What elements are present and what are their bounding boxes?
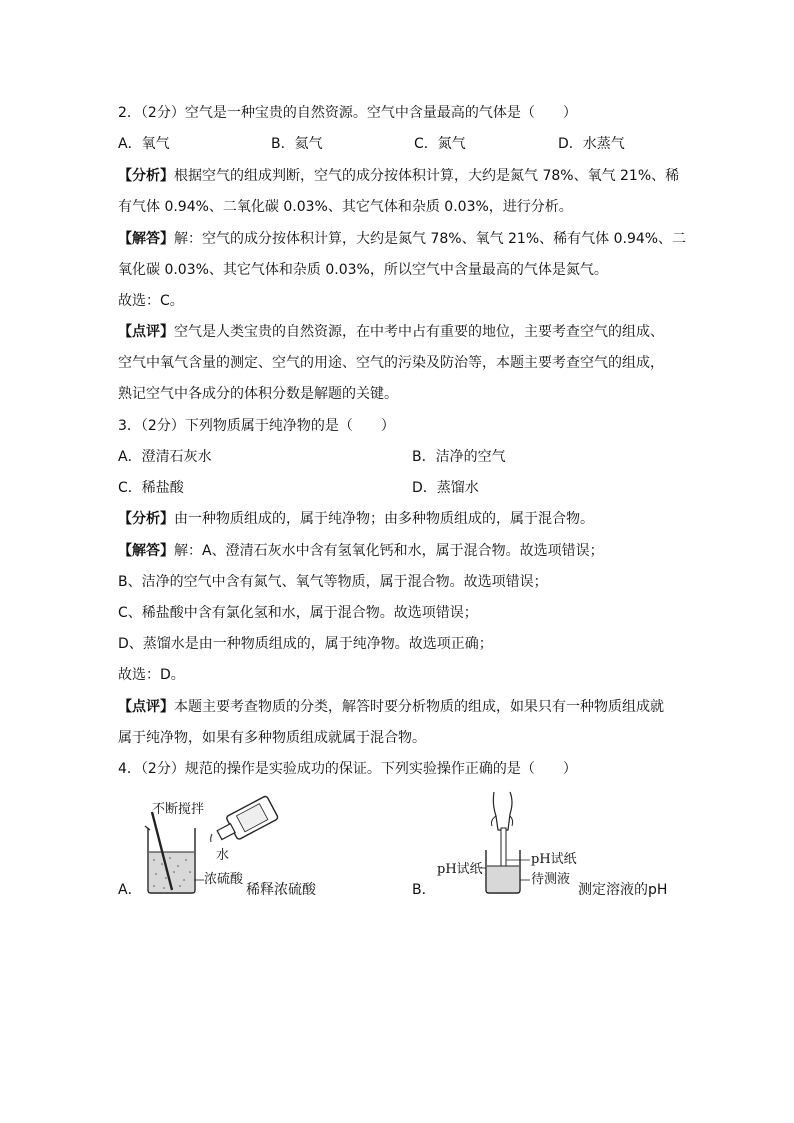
q3-analysis-tag: 【分析】: [118, 511, 174, 527]
q3-option-b: B．洁净的空气: [412, 449, 506, 465]
q3-analysis-text: 由一种物质组成的，属于纯净物；由多种物质组成的，属于混合物。: [174, 511, 594, 527]
q3-answer-line-3: C、稀盐酸中含有氯化氢和水，属于混合物。故选项错误；: [118, 605, 478, 621]
q2-answer-text: 解：空气的成分按体积计算，大约是氮气 78%、氧气 21%、稀有气体 0.94%、二: [174, 231, 687, 247]
q4-option-b-letter: B．: [412, 882, 436, 898]
q2-choice: 故选：C。: [118, 293, 184, 309]
q2-option-b: B．氦气: [271, 136, 323, 152]
q4-figure-a-label-acid: 浓硫酸: [204, 872, 244, 887]
question-2-stem: 2．（2分）空气是一种宝贵的自然资源。空气中含量最高的气体是（ ）: [118, 105, 577, 121]
q2-comment-line-3: 熟记空气中各成分的体积分数是解题的关键。: [118, 386, 398, 402]
q3-answer-line-1: [118, 541, 604, 561]
q2-comment-line-2: 空气中氧气含量的测定、空气的用途、空气的污染及防治等，本题主要考查空气的组成，: [118, 355, 664, 371]
q2-comment-line-1: [118, 322, 664, 342]
q3-comment-line-2: 属于纯净物，如果有多种物质组成就属于混合物。: [118, 730, 426, 746]
q4-figure-b-caption: 测定溶液的pH: [578, 882, 668, 898]
q4-option-a-letter: A．: [118, 882, 142, 898]
q3-comment-tag: 【点评】: [118, 699, 174, 715]
q3-answer-line-2: B、洁净的空气中含有氮气、氧气等物质，属于混合物。故选项错误；: [118, 574, 548, 590]
question-4-stem: 4．（2分）规范的操作是实验成功的保证。下列实验操作正确的是（ ）: [118, 761, 577, 777]
q2-answer-tag: 【解答】: [118, 231, 174, 247]
q2-answer-line-2: 氧化碳 0.03%、其它气体和杂质 0.03%，所以空气中含量最高的气体是氮气。: [118, 262, 608, 278]
q3-comment-text: 本题主要考查物质的分类，解答时要分析物质的组成，如果只有一种物质组成就: [174, 699, 664, 715]
q4-figure-a-label-water: 水: [216, 848, 230, 863]
q2-option-d: D．水蒸气: [558, 136, 625, 152]
q2-option-a: A．氧气: [118, 136, 170, 152]
q3-analysis-line-1: [118, 509, 594, 529]
q4-figure-b-label-paper-right: pH试纸: [531, 852, 577, 867]
question-3-stem: 3．（2分）下列物质属于纯净物的是（ ）: [118, 418, 395, 434]
q2-answer-line-1: [118, 229, 686, 249]
q2-option-c: C．氮气: [414, 136, 466, 152]
q4-figure-a-caption: 稀释浓硫酸: [246, 882, 316, 898]
q4-figure-b-label-liquid: 待测液: [531, 872, 571, 887]
q3-option-d: D．蒸馏水: [412, 480, 479, 496]
q3-answer-line-4: D、蒸馏水是由一种物质组成的，属于纯净物。故选项正确；: [118, 636, 493, 652]
q2-analysis-tag: 【分析】: [118, 168, 174, 184]
q3-option-a: A．澄清石灰水: [118, 449, 212, 465]
q3-answer-text: 解：A、澄清石灰水中含有氢氧化钙和水，属于混合物。故选项错误；: [174, 543, 604, 559]
q2-analysis-text: 根据空气的组成判断，空气的成分按体积计算，大约是氮气 78%、氧气 21%、稀: [174, 168, 680, 184]
q2-analysis-line-2: 有气体 0.94%、二氧化碳 0.03%、其它气体和杂质 0.03%，进行分析。: [118, 199, 573, 215]
q2-comment-tag: 【点评】: [118, 324, 174, 340]
q3-choice: 故选：D。: [118, 667, 185, 683]
q3-answer-tag: 【解答】: [118, 543, 174, 559]
q4-figure-b-label-paper-left: pH试纸: [437, 862, 483, 877]
q4-figure-a-label-stir: 不断搅拌: [152, 802, 205, 817]
q2-analysis-line-1: [118, 166, 679, 186]
q2-comment-text: 空气是人类宝贵的自然资源，在中考中占有重要的地位，主要考查空气的组成、: [174, 324, 664, 340]
q3-option-c: C．稀盐酸: [118, 480, 184, 496]
q3-comment-line-1: [118, 697, 664, 717]
